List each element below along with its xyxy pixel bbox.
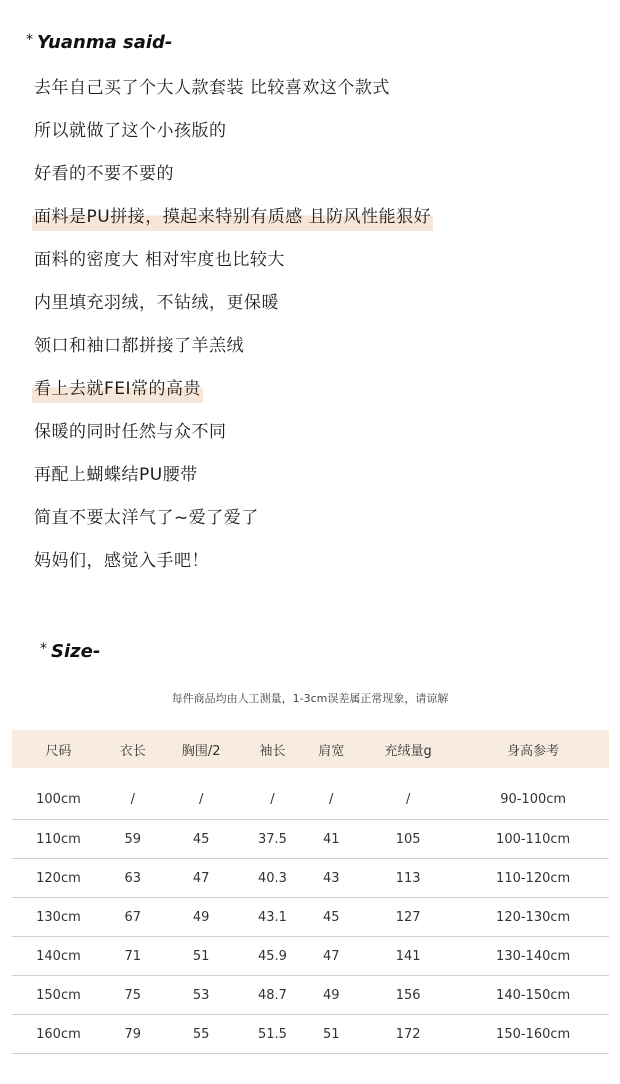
description-line: [32, 547, 433, 590]
table-cell: 53: [161, 976, 242, 1015]
table-cell: 59: [105, 820, 161, 859]
size-table-header-cell: 充绒量g: [359, 730, 457, 768]
size-table-header: [12, 730, 609, 768]
table-cell: 120-130cm: [457, 898, 609, 937]
table-cell: 156: [359, 976, 457, 1015]
table-row: [12, 898, 609, 937]
table-row: [12, 976, 609, 1015]
table-cell: 45: [303, 898, 359, 937]
table-cell: 150cm: [12, 976, 105, 1015]
table-cell: 48.7: [242, 976, 304, 1015]
table-cell: 41: [303, 820, 359, 859]
description-line: [32, 504, 433, 547]
description-line-text: 所以就做了这个小孩版的: [34, 121, 227, 141]
table-cell: 120cm: [12, 859, 105, 898]
table-cell: /: [242, 780, 304, 820]
table-cell: 43.1: [242, 898, 304, 937]
size-table-header-cell: 胸围/2: [161, 730, 242, 768]
description-line: [32, 418, 433, 461]
table-cell: 49: [161, 898, 242, 937]
table-cell: /: [161, 780, 242, 820]
description-line-text: 领口和袖口都拼接了羊羔绒: [34, 336, 244, 356]
description-line-text: 面料是PU拼接，摸起来特别有质感 且防风性能狠好: [32, 203, 433, 231]
yuanma-said-title: Yuanma said-: [37, 32, 173, 53]
description-line: [32, 289, 433, 332]
table-spacer: [12, 768, 609, 780]
asterisk-icon: *: [40, 641, 47, 657]
size-table-header-cell: 衣长: [105, 730, 161, 768]
size-table-body: [12, 768, 609, 1054]
table-row: [12, 820, 609, 859]
size-table-header-cell: 身高参考: [457, 730, 609, 768]
table-cell: 172: [359, 1015, 457, 1054]
table-cell: /: [105, 780, 161, 820]
table-cell: 140-150cm: [457, 976, 609, 1015]
description-line-text: 简直不要太洋气了~爱了爱了: [34, 508, 259, 528]
description-line-text: 好看的不要不要的: [34, 164, 174, 184]
table-cell: 45.9: [242, 937, 304, 976]
size-title: Size-: [51, 641, 101, 662]
table-cell: 47: [303, 937, 359, 976]
description-line: [32, 332, 433, 375]
table-cell: 51.5: [242, 1015, 304, 1054]
description-line: [32, 461, 433, 504]
table-cell: 45: [161, 820, 242, 859]
description-line-text: 妈妈们，感觉入手吧！: [34, 551, 209, 571]
description-line: [32, 375, 433, 418]
table-cell: 127: [359, 898, 457, 937]
description-line-text: 再配上蝴蝶结PU腰带: [34, 465, 198, 485]
size-table-header-cell: 尺码: [12, 730, 105, 768]
size-table-header-cell: 袖长: [242, 730, 304, 768]
table-cell: 63: [105, 859, 161, 898]
description-line: [32, 160, 433, 203]
description-line: [32, 203, 433, 246]
measurement-note: 每件商品均由人工测量，1-3cm误差属正常现象，请谅解: [171, 692, 449, 705]
table-cell: 110-120cm: [457, 859, 609, 898]
description-line-text: 内里填充羽绒，不钻绒，更保暖: [34, 293, 279, 313]
table-cell: /: [359, 780, 457, 820]
table-cell: 51: [303, 1015, 359, 1054]
description-line: [32, 117, 433, 160]
table-cell: 105: [359, 820, 457, 859]
table-cell: 67: [105, 898, 161, 937]
size-heading: [40, 641, 100, 662]
description-line-text: 保暖的同时任然与众不同: [34, 422, 227, 442]
table-cell: 160cm: [12, 1015, 105, 1054]
table-cell: 100cm: [12, 780, 105, 820]
table-row: [12, 859, 609, 898]
table-row: [12, 937, 609, 976]
description-line: [32, 246, 433, 289]
description-line: [32, 74, 433, 117]
description-lines: [32, 74, 433, 590]
yuanma-said-heading: [26, 32, 172, 53]
table-cell: /: [303, 780, 359, 820]
table-cell: 113: [359, 859, 457, 898]
table-cell: 40.3: [242, 859, 304, 898]
table-row: [12, 780, 609, 820]
table-cell: 55: [161, 1015, 242, 1054]
table-cell: 141: [359, 937, 457, 976]
table-cell: 47: [161, 859, 242, 898]
table-cell: 150-160cm: [457, 1015, 609, 1054]
table-cell: 100-110cm: [457, 820, 609, 859]
table-cell: 43: [303, 859, 359, 898]
asterisk-icon: *: [26, 32, 33, 48]
table-row: [12, 1015, 609, 1054]
table-cell: 110cm: [12, 820, 105, 859]
table-cell: 51: [161, 937, 242, 976]
description-line-text: 去年自己买了个大人款套装 比较喜欢这个款式: [34, 78, 390, 98]
description-line-text: 面料的密度大 相对牢度也比较大: [34, 250, 285, 270]
table-cell: 71: [105, 937, 161, 976]
table-cell: 130-140cm: [457, 937, 609, 976]
description-line-text: 看上去就FEI常的高贵: [32, 375, 203, 403]
table-cell: 140cm: [12, 937, 105, 976]
table-cell: 130cm: [12, 898, 105, 937]
size-table-header-cell: 肩宽: [303, 730, 359, 768]
table-cell: 37.5: [242, 820, 304, 859]
size-table: [12, 730, 609, 1054]
table-cell: 79: [105, 1015, 161, 1054]
table-cell: 49: [303, 976, 359, 1015]
table-cell: 75: [105, 976, 161, 1015]
table-cell: 90-100cm: [457, 780, 609, 820]
